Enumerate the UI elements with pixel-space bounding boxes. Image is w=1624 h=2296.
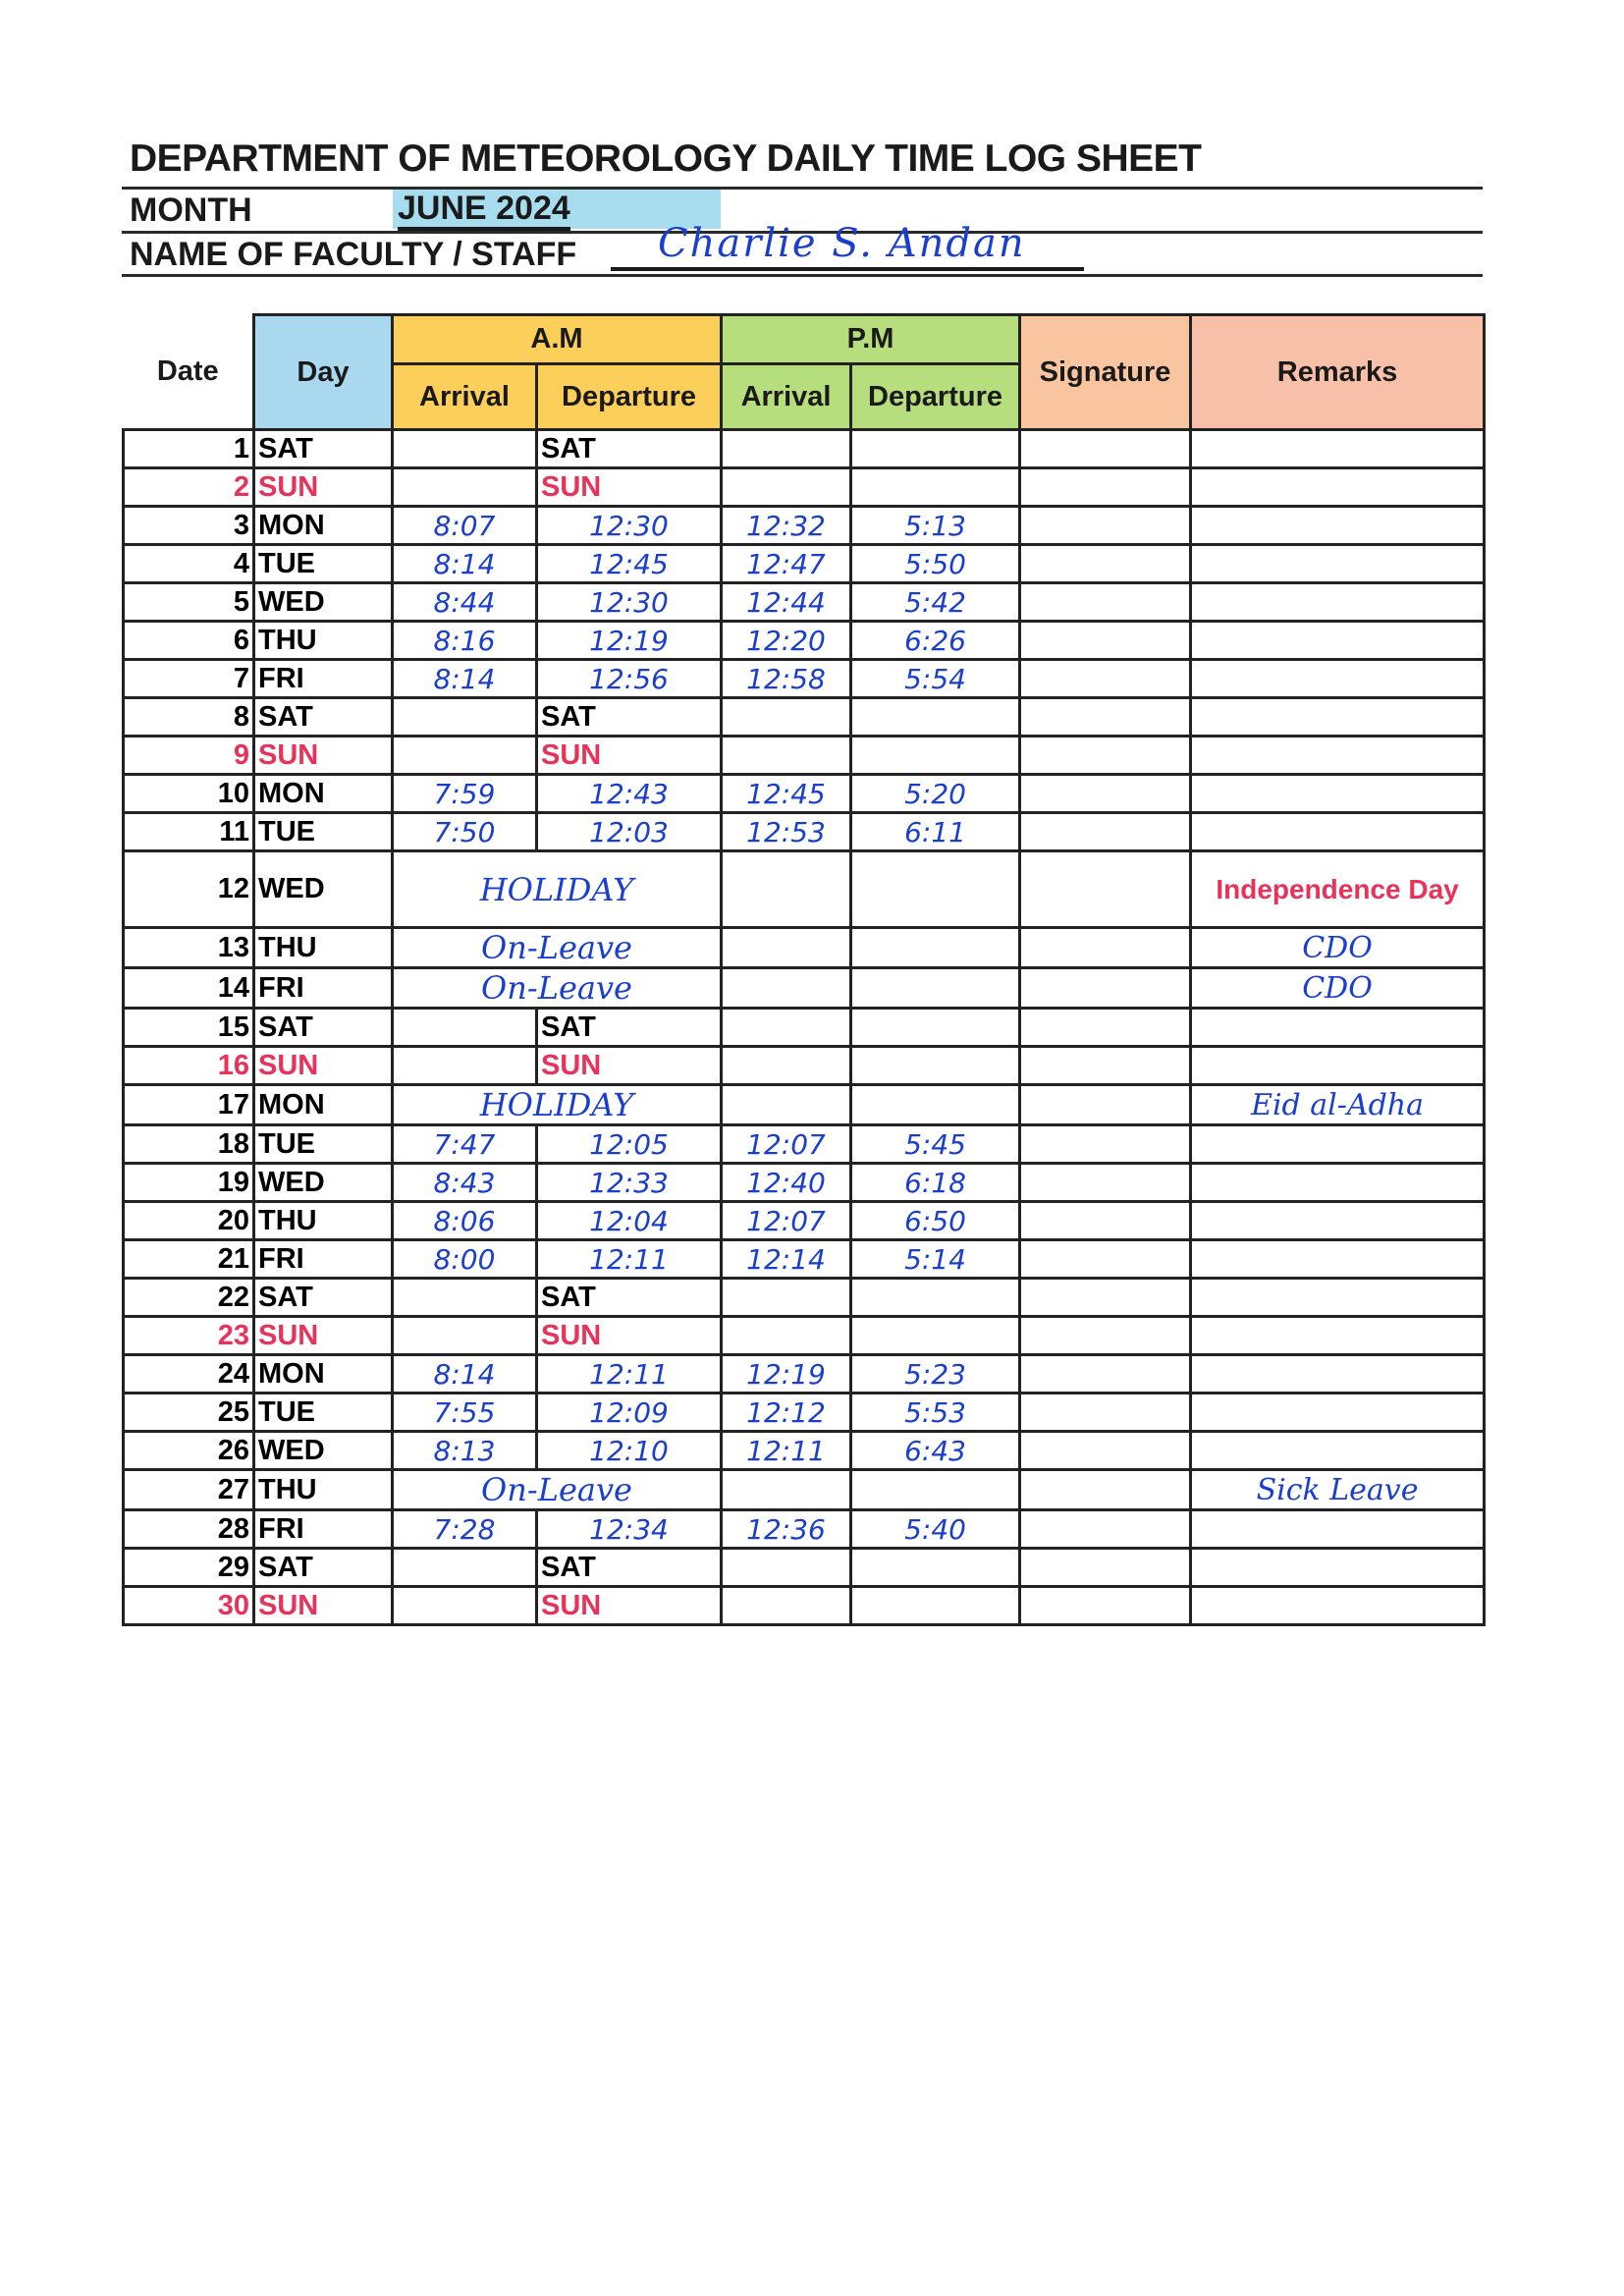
table-row — [124, 1085, 1485, 1125]
am-departure-cell: 12:33 — [537, 1164, 722, 1202]
weekend-label: SAT — [537, 1549, 722, 1587]
pm-arrival-cell: 12:07 — [722, 1125, 851, 1164]
day-cell: THU — [254, 622, 393, 660]
signature-cell — [1020, 1125, 1191, 1164]
pm-departure-cell: 5:54 — [851, 660, 1020, 698]
header-am-arrival: Arrival — [393, 364, 537, 430]
header-pm-arrival: Arrival — [722, 364, 851, 430]
sheet-title: DEPARTMENT OF METEOROLOGY DAILY TIME LOG SHEET — [130, 137, 1202, 180]
remarks-cell — [1191, 737, 1485, 775]
remarks-cell — [1191, 1125, 1485, 1164]
signature-cell — [1020, 507, 1191, 545]
day-cell: THU — [254, 1470, 393, 1510]
remarks-cell — [1191, 1394, 1485, 1432]
header-pm: P.M — [722, 315, 1020, 364]
pm-departure-cell: 6:43 — [851, 1432, 1020, 1470]
signature-cell — [1020, 928, 1191, 968]
am-arrival-cell — [393, 737, 537, 775]
remarks-cell: CDO — [1191, 968, 1485, 1009]
day-cell: MON — [254, 775, 393, 813]
day-cell: SUN — [254, 468, 393, 507]
am-arrival-cell: 8:44 — [393, 583, 537, 622]
table-row — [124, 1470, 1485, 1510]
am-departure-cell: 12:43 — [537, 775, 722, 813]
pm-arrival-cell: 12:36 — [722, 1510, 851, 1549]
day-cell: MON — [254, 507, 393, 545]
remarks-cell — [1191, 1587, 1485, 1625]
remarks-cell — [1191, 1317, 1485, 1355]
day-cell: TUE — [254, 813, 393, 851]
pm-departure-cell: 5:20 — [851, 775, 1020, 813]
signature-cell — [1020, 698, 1191, 737]
table-row — [124, 1394, 1485, 1432]
table-row — [124, 737, 1485, 775]
table-row — [124, 928, 1485, 968]
day-cell: SAT — [254, 430, 393, 468]
signature-cell — [1020, 775, 1191, 813]
day-cell: WED — [254, 851, 393, 928]
date-cell: 5 — [124, 583, 254, 622]
table-row — [124, 698, 1485, 737]
day-cell: SUN — [254, 1047, 393, 1085]
pm-departure-cell — [851, 928, 1020, 968]
table-row — [124, 1202, 1485, 1240]
day-cell: TUE — [254, 1125, 393, 1164]
table-row — [124, 1240, 1485, 1279]
pm-arrival-cell — [722, 430, 851, 468]
pm-departure-cell — [851, 1470, 1020, 1510]
day-cell: SAT — [254, 1009, 393, 1047]
table-row — [124, 507, 1485, 545]
pm-departure-cell — [851, 1009, 1020, 1047]
table-row — [124, 1510, 1485, 1549]
remarks-cell: Independence Day — [1191, 851, 1485, 928]
pm-departure-cell: 6:11 — [851, 813, 1020, 851]
date-cell: 10 — [124, 775, 254, 813]
table-row — [124, 545, 1485, 583]
pm-departure-cell — [851, 737, 1020, 775]
am-arrival-cell: 8:43 — [393, 1164, 537, 1202]
signature-cell — [1020, 1202, 1191, 1240]
table-row — [124, 660, 1485, 698]
day-status-note: HOLIDAY — [393, 851, 722, 928]
pm-departure-cell — [851, 851, 1020, 928]
table-row — [124, 1549, 1485, 1587]
table-row — [124, 1587, 1485, 1625]
header-am: A.M — [393, 315, 722, 364]
signature-cell — [1020, 1470, 1191, 1510]
signature-cell — [1020, 430, 1191, 468]
pm-departure-cell — [851, 430, 1020, 468]
time-log-table — [122, 313, 1486, 1626]
pm-departure-cell — [851, 1047, 1020, 1085]
table-row — [124, 1164, 1485, 1202]
am-arrival-cell — [393, 1587, 537, 1625]
remarks-cell — [1191, 813, 1485, 851]
day-cell: SAT — [254, 1549, 393, 1587]
remarks-cell: Eid al-Adha — [1191, 1085, 1485, 1125]
pm-arrival-cell — [722, 468, 851, 507]
table-row — [124, 851, 1485, 928]
weekend-label: SAT — [537, 1279, 722, 1317]
date-cell: 7 — [124, 660, 254, 698]
am-departure-cell: 12:03 — [537, 813, 722, 851]
table-row — [124, 622, 1485, 660]
am-arrival-cell: 8:06 — [393, 1202, 537, 1240]
weekend-label: SUN — [537, 737, 722, 775]
day-cell: MON — [254, 1085, 393, 1125]
signature-cell — [1020, 1549, 1191, 1587]
day-cell: SUN — [254, 1587, 393, 1625]
day-cell: THU — [254, 928, 393, 968]
pm-arrival-cell — [722, 1470, 851, 1510]
pm-departure-cell — [851, 1085, 1020, 1125]
pm-arrival-cell: 12:11 — [722, 1432, 851, 1470]
am-departure-cell: 12:04 — [537, 1202, 722, 1240]
signature-cell — [1020, 583, 1191, 622]
pm-arrival-cell: 12:32 — [722, 507, 851, 545]
remarks-cell — [1191, 1279, 1485, 1317]
day-cell: SUN — [254, 737, 393, 775]
date-cell: 22 — [124, 1279, 254, 1317]
signature-cell — [1020, 1432, 1191, 1470]
day-cell: TUE — [254, 545, 393, 583]
signature-cell — [1020, 851, 1191, 928]
month-label: MONTH — [130, 191, 252, 229]
month-value: JUNE 2024 — [398, 190, 570, 231]
date-cell: 9 — [124, 737, 254, 775]
signature-cell — [1020, 660, 1191, 698]
pm-arrival-cell — [722, 851, 851, 928]
date-cell: 17 — [124, 1085, 254, 1125]
remarks-cell — [1191, 583, 1485, 622]
date-cell: 11 — [124, 813, 254, 851]
date-cell: 2 — [124, 468, 254, 507]
date-cell: 18 — [124, 1125, 254, 1164]
divider — [122, 187, 1483, 190]
pm-arrival-cell: 12:14 — [722, 1240, 851, 1279]
am-arrival-cell: 8:13 — [393, 1432, 537, 1470]
day-cell: WED — [254, 1432, 393, 1470]
table-row — [124, 1432, 1485, 1470]
day-cell: TUE — [254, 1394, 393, 1432]
remarks-cell — [1191, 1240, 1485, 1279]
pm-arrival-cell: 12:07 — [722, 1202, 851, 1240]
signature-cell — [1020, 1240, 1191, 1279]
date-cell: 14 — [124, 968, 254, 1009]
table-row — [124, 1125, 1485, 1164]
header-day: Day — [254, 315, 393, 430]
signature-cell — [1020, 1394, 1191, 1432]
remarks-cell — [1191, 507, 1485, 545]
am-arrival-cell: 8:14 — [393, 545, 537, 583]
header-date: Date — [124, 315, 254, 430]
day-cell: FRI — [254, 660, 393, 698]
remarks-cell — [1191, 545, 1485, 583]
pm-arrival-cell: 12:40 — [722, 1164, 851, 1202]
pm-arrival-cell — [722, 698, 851, 737]
am-arrival-cell — [393, 1279, 537, 1317]
pm-departure-cell: 6:26 — [851, 622, 1020, 660]
signature-cell — [1020, 1085, 1191, 1125]
pm-arrival-cell: 12:53 — [722, 813, 851, 851]
pm-arrival-cell — [722, 1047, 851, 1085]
weekend-label: SAT — [537, 1009, 722, 1047]
am-departure-cell: 12:19 — [537, 622, 722, 660]
remarks-cell — [1191, 468, 1485, 507]
date-cell: 27 — [124, 1470, 254, 1510]
remarks-cell — [1191, 622, 1485, 660]
pm-departure-cell: 5:53 — [851, 1394, 1020, 1432]
pm-departure-cell: 6:18 — [851, 1164, 1020, 1202]
remarks-cell — [1191, 430, 1485, 468]
remarks-cell — [1191, 775, 1485, 813]
table-row — [124, 583, 1485, 622]
am-arrival-cell — [393, 1317, 537, 1355]
date-cell: 21 — [124, 1240, 254, 1279]
date-cell: 3 — [124, 507, 254, 545]
day-cell: SUN — [254, 1317, 393, 1355]
pm-arrival-cell — [722, 928, 851, 968]
am-arrival-cell: 8:16 — [393, 622, 537, 660]
signature-cell — [1020, 545, 1191, 583]
pm-arrival-cell — [722, 1009, 851, 1047]
signature-cell — [1020, 468, 1191, 507]
name-label: NAME OF FACULTY / STAFF — [130, 236, 577, 273]
am-arrival-cell: 7:50 — [393, 813, 537, 851]
signature-cell — [1020, 968, 1191, 1009]
day-status-note: On-Leave — [393, 928, 722, 968]
pm-arrival-cell — [722, 1279, 851, 1317]
am-departure-cell: 12:30 — [537, 507, 722, 545]
am-departure-cell: 12:11 — [537, 1240, 722, 1279]
day-cell: MON — [254, 1355, 393, 1394]
date-cell: 23 — [124, 1317, 254, 1355]
signature-cell — [1020, 1317, 1191, 1355]
signature-cell — [1020, 1279, 1191, 1317]
signature-cell — [1020, 1510, 1191, 1549]
am-departure-cell: 12:30 — [537, 583, 722, 622]
pm-departure-cell: 5:13 — [851, 507, 1020, 545]
remarks-cell — [1191, 1432, 1485, 1470]
remarks-cell — [1191, 1009, 1485, 1047]
pm-departure-cell — [851, 1317, 1020, 1355]
table-row — [124, 813, 1485, 851]
table-row — [124, 1047, 1485, 1085]
remarks-cell — [1191, 1047, 1485, 1085]
table-row — [124, 468, 1485, 507]
signature-cell — [1020, 1009, 1191, 1047]
day-cell: THU — [254, 1202, 393, 1240]
pm-arrival-cell — [722, 1549, 851, 1587]
am-departure-cell: 12:11 — [537, 1355, 722, 1394]
pm-arrival-cell: 12:19 — [722, 1355, 851, 1394]
signature-cell — [1020, 1587, 1191, 1625]
am-departure-cell: 12:10 — [537, 1432, 722, 1470]
am-arrival-cell: 7:55 — [393, 1394, 537, 1432]
date-cell: 30 — [124, 1587, 254, 1625]
remarks-cell — [1191, 1164, 1485, 1202]
table-row — [124, 968, 1485, 1009]
pm-arrival-cell: 12:58 — [722, 660, 851, 698]
pm-departure-cell — [851, 1549, 1020, 1587]
am-arrival-cell — [393, 698, 537, 737]
date-cell: 12 — [124, 851, 254, 928]
day-status-note: HOLIDAY — [393, 1085, 722, 1125]
date-cell: 1 — [124, 430, 254, 468]
header-signature: Signature — [1020, 315, 1191, 430]
signature-cell — [1020, 1047, 1191, 1085]
date-cell: 26 — [124, 1432, 254, 1470]
pm-arrival-cell: 12:45 — [722, 775, 851, 813]
weekend-label: SUN — [537, 1587, 722, 1625]
am-arrival-cell: 7:59 — [393, 775, 537, 813]
date-cell: 13 — [124, 928, 254, 968]
date-cell: 20 — [124, 1202, 254, 1240]
table-row — [124, 1279, 1485, 1317]
divider — [122, 274, 1483, 277]
weekend-label: SAT — [537, 698, 722, 737]
day-cell: FRI — [254, 968, 393, 1009]
am-departure-cell: 12:56 — [537, 660, 722, 698]
pm-departure-cell: 6:50 — [851, 1202, 1020, 1240]
signature-cell — [1020, 1355, 1191, 1394]
date-cell: 19 — [124, 1164, 254, 1202]
signature-cell — [1020, 622, 1191, 660]
pm-departure-cell — [851, 1279, 1020, 1317]
pm-departure-cell — [851, 698, 1020, 737]
pm-arrival-cell — [722, 1317, 851, 1355]
date-cell: 6 — [124, 622, 254, 660]
table-row — [124, 1317, 1485, 1355]
weekend-label: SUN — [537, 468, 722, 507]
name-value: Charlie S. Andan — [658, 221, 1026, 266]
pm-departure-cell — [851, 468, 1020, 507]
signature-cell — [1020, 813, 1191, 851]
date-cell: 15 — [124, 1009, 254, 1047]
am-arrival-cell: 8:14 — [393, 660, 537, 698]
date-cell: 16 — [124, 1047, 254, 1085]
remarks-cell — [1191, 1202, 1485, 1240]
am-departure-cell: 12:45 — [537, 545, 722, 583]
table-row — [124, 775, 1485, 813]
date-cell: 4 — [124, 545, 254, 583]
pm-arrival-cell — [722, 1085, 851, 1125]
date-cell: 29 — [124, 1549, 254, 1587]
pm-arrival-cell: 12:44 — [722, 583, 851, 622]
am-arrival-cell — [393, 1047, 537, 1085]
header-pm-departure: Departure — [851, 364, 1020, 430]
date-cell: 28 — [124, 1510, 254, 1549]
remarks-cell — [1191, 1510, 1485, 1549]
pm-departure-cell: 5:50 — [851, 545, 1020, 583]
pm-departure-cell: 5:40 — [851, 1510, 1020, 1549]
pm-arrival-cell — [722, 968, 851, 1009]
am-arrival-cell: 7:47 — [393, 1125, 537, 1164]
date-cell: 8 — [124, 698, 254, 737]
day-cell: SAT — [254, 698, 393, 737]
date-cell: 25 — [124, 1394, 254, 1432]
am-arrival-cell: 7:28 — [393, 1510, 537, 1549]
am-departure-cell: 12:09 — [537, 1394, 722, 1432]
table-row — [124, 1355, 1485, 1394]
am-departure-cell: 12:05 — [537, 1125, 722, 1164]
day-status-note: On-Leave — [393, 968, 722, 1009]
pm-departure-cell: 5:45 — [851, 1125, 1020, 1164]
am-arrival-cell — [393, 430, 537, 468]
pm-departure-cell — [851, 1587, 1020, 1625]
pm-departure-cell: 5:14 — [851, 1240, 1020, 1279]
weekend-label: SAT — [537, 430, 722, 468]
day-status-note: On-Leave — [393, 1470, 722, 1510]
remarks-cell — [1191, 1549, 1485, 1587]
pm-arrival-cell — [722, 1587, 851, 1625]
header-remarks: Remarks — [1191, 315, 1485, 430]
name-underline — [611, 267, 1084, 271]
table-row — [124, 1009, 1485, 1047]
pm-arrival-cell: 12:47 — [722, 545, 851, 583]
date-cell: 24 — [124, 1355, 254, 1394]
remarks-cell: CDO — [1191, 928, 1485, 968]
am-arrival-cell: 8:14 — [393, 1355, 537, 1394]
remarks-cell — [1191, 1355, 1485, 1394]
am-arrival-cell: 8:07 — [393, 507, 537, 545]
remarks-cell — [1191, 660, 1485, 698]
day-cell: SAT — [254, 1279, 393, 1317]
pm-arrival-cell: 12:20 — [722, 622, 851, 660]
day-cell: FRI — [254, 1510, 393, 1549]
pm-departure-cell: 5:42 — [851, 583, 1020, 622]
signature-cell — [1020, 737, 1191, 775]
weekend-label: SUN — [537, 1047, 722, 1085]
pm-departure-cell: 5:23 — [851, 1355, 1020, 1394]
remarks-cell: Sick Leave — [1191, 1470, 1485, 1510]
header-am-departure: Departure — [537, 364, 722, 430]
day-cell: WED — [254, 583, 393, 622]
am-departure-cell: 12:34 — [537, 1510, 722, 1549]
table-row — [124, 430, 1485, 468]
weekend-label: SUN — [537, 1317, 722, 1355]
day-cell: WED — [254, 1164, 393, 1202]
remarks-cell — [1191, 698, 1485, 737]
pm-departure-cell — [851, 968, 1020, 1009]
am-arrival-cell: 8:00 — [393, 1240, 537, 1279]
am-arrival-cell — [393, 1009, 537, 1047]
signature-cell — [1020, 1164, 1191, 1202]
day-cell: FRI — [254, 1240, 393, 1279]
am-arrival-cell — [393, 468, 537, 507]
pm-arrival-cell — [722, 737, 851, 775]
am-arrival-cell — [393, 1549, 537, 1587]
pm-arrival-cell: 12:12 — [722, 1394, 851, 1432]
